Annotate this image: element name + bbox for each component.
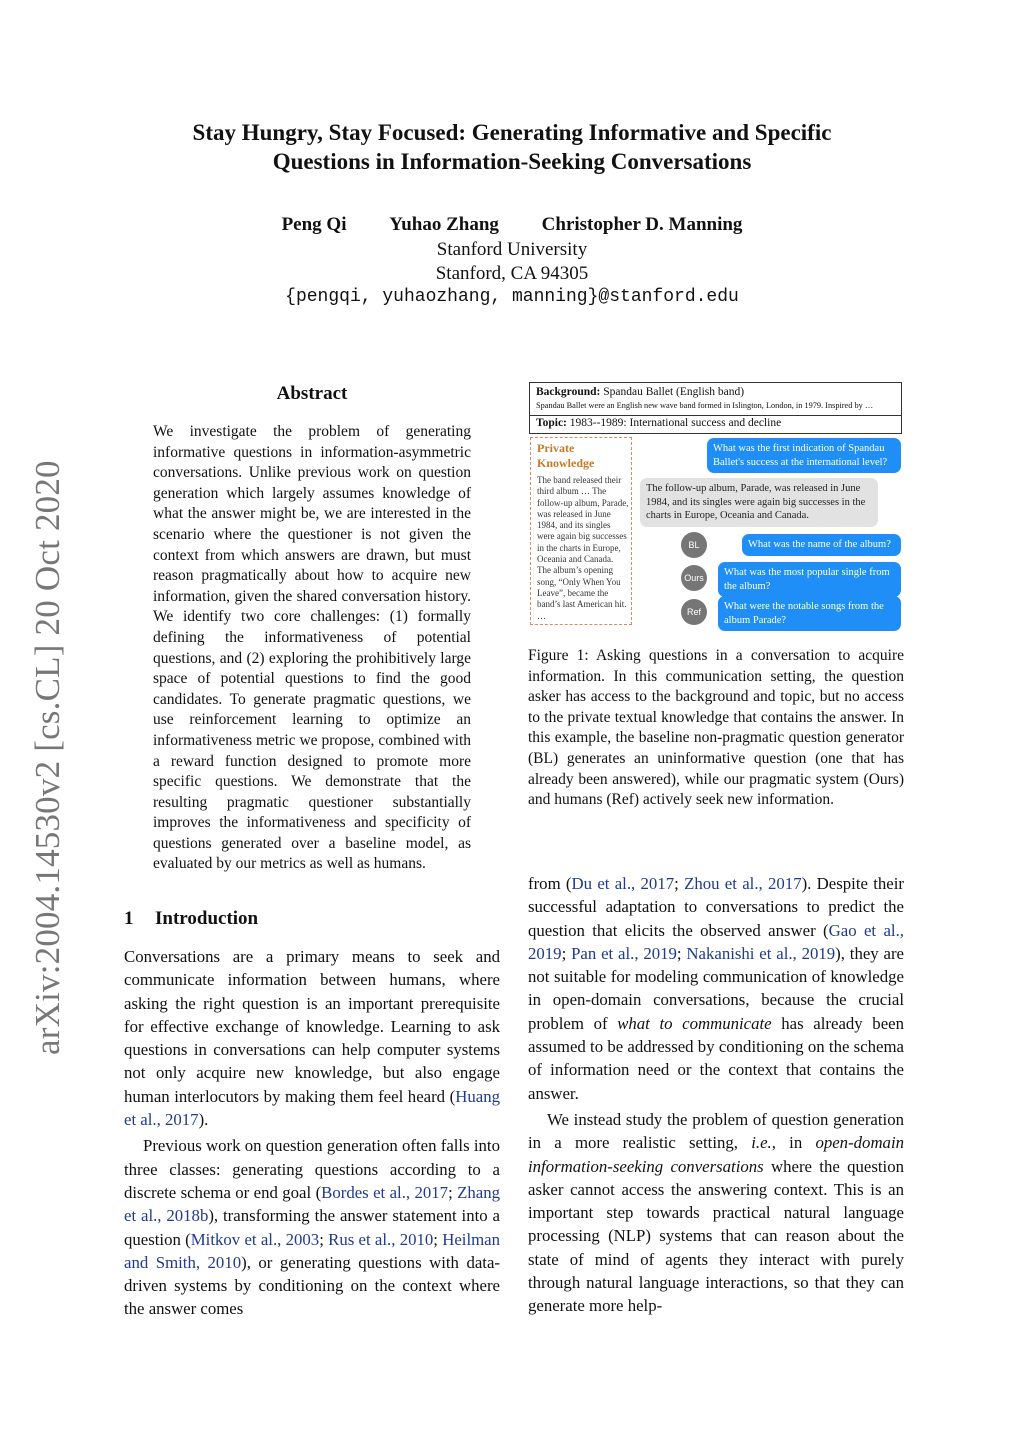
arxiv-stamp: arXiv:2004.14530v2 [cs.CL] 20 Oct 2020: [28, 460, 67, 1055]
right-column-body: [528, 872, 904, 1318]
citation-link[interactable]: Nakanishi et al., 2019: [686, 943, 836, 963]
author-email: {pengqi, yuhaozhang, manning}@stanford.edu: [285, 287, 739, 307]
intro-paragraph-4: We instead study the problem of question generation in a more realistic setting, i.e., in open-domain information-seeking conversations where the question asker cannot access the answering context. This is an important step towards practical natural language processing (NLP) systems that can reason about the state of mind of agents they interact with purely through natural language interactions, so that they can generate more help-: [528, 1109, 905, 1316]
paper-title: [120, 118, 904, 176]
citation-link[interactable]: Zhou et al., 2017: [684, 874, 802, 893]
topic-row: Topic: 1983--1989: International success and decline: [530, 415, 901, 430]
section-heading: [124, 908, 258, 930]
citation-link[interactable]: Gao et al., 2019: [528, 920, 904, 963]
private-knowledge-box: [530, 437, 632, 625]
intro-paragraph-1: Conversations are a primary means to seek and communicate information between humans, where asking the right question is an important prerequisite for effective exchange of knowledge. Learning to ask questions in conversations can help computer systems not only acquire new knowledge, but also engage human interlocutors by making them feel heard (Huang et al., 2017).: [124, 947, 500, 1130]
ours-question-bubble: What was the most popular single from the album?: [718, 562, 901, 597]
intro-paragraph-2: Previous work on question generation often falls into three classes: generating questions according to a discrete schema or end goal (Bordes et al., 2017; Zhang et al., 2018b), transforming the answer statement into a question (Mitkov et al., 2003; Rus et al., 2010; Heilman and Smith, 2010), or generating questions with data-driven systems by conditioning on the context where the answer comes: [124, 1136, 501, 1319]
abstract-text: We investigate the problem of generating informative questions in information-asymmetric conversations. Unlike previous work on question generation which largely assumes knowledge of what the answer might be, we are interested in the scenario where the questioner is not given the context from which answers are drawn, but must reason pragmatically about how to acquire new information, given the shared conversation history. We identify two core challenges: (1) formally defining the informativeness of potential questions, and (2) exploring the prohibitively large space of potential questions to find the good candidates. To generate pragmatic questions, we use reinforcement learning to optimize an informativeness metric we propose, combined with a reward function designed to promote more specific questions. We demonstrate that the resulting pragmatic questioner substantially improves the informativeness and specificity of questions generated over a baseline model, as evaluated by our metrics as well as humans.: [153, 423, 471, 873]
affiliation: Stanford University: [436, 239, 588, 260]
section-title: Introduction: [155, 908, 259, 929]
section-number: 1: [124, 908, 134, 929]
background-row: Background: Spandau Ballet (English band): [536, 386, 745, 398]
author-name: Christopher D. Manning: [541, 214, 743, 235]
citation-link[interactable]: Rus et al., 2010: [328, 1229, 434, 1249]
bl-badge: BL: [681, 532, 707, 558]
background-detail: Spandau Ballet were an English new wave band formed in Islington, London, in 1979. Inspired by …: [536, 401, 874, 410]
citation-link[interactable]: Du et al., 2017: [571, 874, 675, 893]
citation-link[interactable]: Heilman and Smith, 2010: [124, 1229, 501, 1272]
ref-question-bubble: What were the notable songs from the album Parade?: [718, 596, 901, 631]
title-line-1: Stay Hungry, Stay Focused: Generating Informative and Specific: [192, 120, 832, 145]
citation-link[interactable]: Mitkov et al., 2003: [190, 1229, 320, 1249]
author-name: Peng Qi: [281, 214, 347, 235]
left-column-body: [124, 945, 500, 1321]
private-knowledge-title: Private Knowledge: [537, 441, 595, 470]
ours-badge: Ours: [681, 565, 707, 591]
intro-paragraph-3: from (Du et al., 2017; Zhou et al., 2017). Despite their successful adaptation to conversations to predict the question that elicits the observed answer (Gao et al., 2019; Pan et al., 2019; Nakanishi et al., 2019), they are not suitable for modeling communication of knowledge in open-domain conversations, because the crucial problem of what to communicate has already been assumed to be addressed by conditioning on the schema of information need or the context that contains the answer.: [528, 874, 904, 1103]
citation-link[interactable]: Zhang et al., 2018b: [124, 1182, 500, 1226]
ref-badge: Ref: [681, 599, 707, 625]
citation-link[interactable]: Huang et al., 2017: [124, 1086, 500, 1130]
figure-caption: Figure 1: Asking questions in a conversation to acquire information. In this communication setting, the question asker has access to the background and topic, but no access to the private textual knowledge that contains the answer. In this example, the baseline non-pragmatic question generator (BL) generates an uninformative question (one that has already been answered), while our pragmatic system (Ours) and humans (Ref) actively seek new information.: [528, 647, 904, 809]
citation-link[interactable]: Pan et al., 2019: [571, 943, 677, 963]
title-line-2: Questions in Information-Seeking Conversations: [272, 149, 752, 174]
abstract-heading: Abstract: [276, 383, 348, 404]
private-knowledge-text: The band released their third album … The follow-up album, Parade, was released in June 1984, and its singles were again big successes in the charts in Europe, Oceania and Canada. The album’s opening song, “Only When You Leave”, became the band’s last American hit. …: [537, 475, 629, 621]
bl-question-bubble: What was the name of the album?: [742, 534, 901, 556]
question-bubble-1: What was the first indication of Spandau Ballet's success at the international level?: [707, 438, 901, 473]
author-name: Yuhao Zhang: [389, 214, 499, 235]
citation-link[interactable]: Bordes et al., 2017: [321, 1182, 449, 1202]
answer-bubble-1: The follow-up album, Parade, was released in June 1984, and its singles were again big successes in the charts in Europe, Oceania and Canada.: [640, 478, 878, 527]
address: Stanford, CA 94305: [435, 263, 589, 284]
figure-context-box: [529, 382, 902, 434]
author-list: [120, 214, 904, 236]
